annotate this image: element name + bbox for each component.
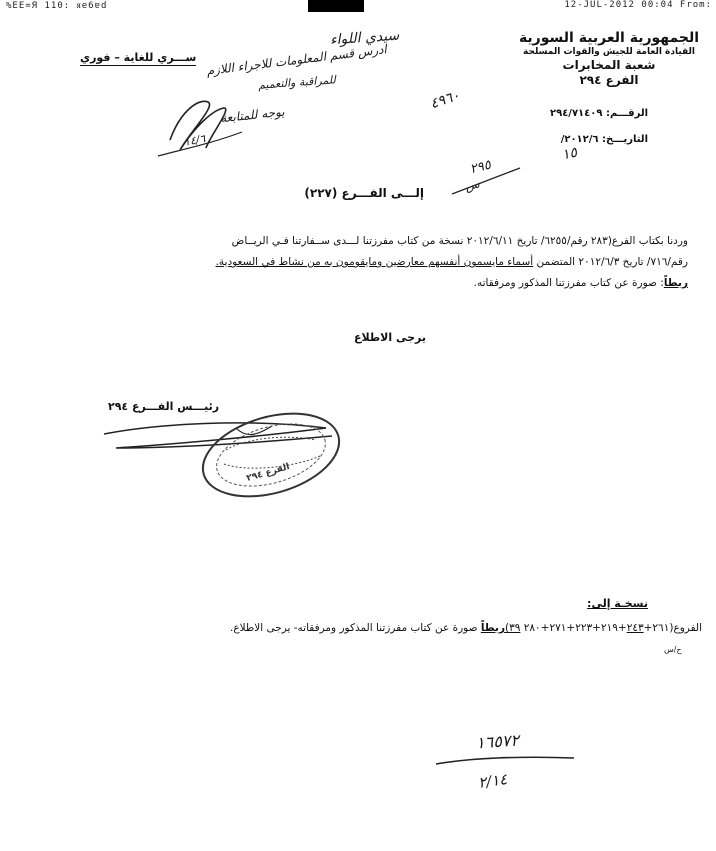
copies-text-start: الفروع(٢٦١+ — [643, 622, 702, 634]
fax-header-left: %EE=Я 110: ᴙe6ɐd — [6, 1, 108, 11]
reference-date-label: التاريـــخ: — [602, 134, 648, 145]
letterhead-country: الجمهورية العربية السورية — [518, 30, 700, 46]
official-seal-text: الفرع ٢٩٤ — [245, 462, 291, 484]
letterhead-branch: الفرع ٢٩٤ — [579, 73, 639, 87]
letterhead-command: القيادة العامة للجيش والقوات المسلحة — [523, 47, 695, 57]
reference-date — [561, 134, 648, 145]
body-line-2-start: رقم/٧١٦/ تاريخ ٢٠١٢/٦/٣ المتضمن — [533, 256, 688, 268]
reference-date-handwritten-day: ١٥ — [560, 144, 579, 164]
fax-header-redaction — [308, 0, 364, 12]
addressee-line: إلـــى الفـــرع (٢٢٧) — [304, 186, 424, 200]
handwritten-note-follow-up: يوجه للمتابعة — [219, 104, 286, 126]
body-line-2 — [28, 252, 688, 273]
body-attachment-text: : صورة عن كتاب مفرزتنا المذكور ومرفقاته. — [473, 277, 664, 289]
handwritten-addressee-number: ٢٩٥ — [468, 157, 493, 178]
copies-text-link: ربطاً — [480, 622, 506, 634]
classification-label: ســـري للغاية – فوري — [80, 51, 197, 64]
handwritten-addressee-mark: س — [463, 176, 482, 194]
reference-date-value: ٢٠١٢/٦/ — [560, 134, 599, 145]
reference-number-value: ٢٩٤/٧١٤٠٩ — [549, 108, 603, 119]
letterhead — [514, 30, 704, 87]
signature-title: رئيـــس الفـــرع ٢٩٤ — [108, 400, 220, 413]
fax-header-right: 12-JUL-2012 00:04 From: — [564, 0, 712, 10]
body-paragraph — [28, 231, 688, 294]
copies-label: نسخـة إلى: — [587, 597, 648, 610]
copies-initials: ح/س — [664, 645, 682, 654]
copies-text — [2, 622, 702, 634]
copies-text-end: صورة عن كتاب مفرزتنا المذكور ومرفقاته- يرجى الاطلاع. — [229, 622, 481, 634]
handwritten-addressee-stroke — [448, 164, 528, 204]
copies-text-underlined-1: ٢٤٣ — [626, 622, 644, 634]
handwritten-note-date: ١٤/٦ — [183, 132, 207, 149]
fax-header — [0, 0, 716, 13]
handwritten-note-instruction: ادرس قسم المعلومات للاجراء اللازم — [205, 42, 388, 78]
request-line: يرجى الاطلاع — [353, 331, 426, 344]
handwritten-scribble-top — [150, 92, 270, 162]
body-line-2-underlined: أسماء مايسمون أنفسهم معارضين ومايقومون به من نشاط في السعودية. — [215, 256, 534, 268]
body-attachment-label: ربطاً — [663, 277, 688, 289]
copies-text-underlined-2: ٣٩) — [505, 622, 521, 634]
reference-number — [550, 108, 648, 119]
handwritten-note-monitoring: للمراقبة والتعميم — [257, 73, 337, 92]
official-seal — [196, 410, 346, 500]
bottom-handwritten-divider — [430, 752, 580, 772]
bottom-handwritten-date: ٢/١٤ — [476, 770, 509, 792]
body-line-1: وردنا بكتاب الفرع(٢٨٣ رقم/٦٢٥٥/ تاريخ ٢٠١٢/٦/١١ نسخة من كتاب مفرزتنا لـــدى ســفارتنا فـي الريــاض — [231, 235, 688, 247]
copies-text-mid: +٢١٩+٢٢٣+٢٧١+٢٨٠ — [520, 622, 627, 634]
reference-number-label: الرقـــم: — [605, 108, 648, 119]
letterhead-directorate: شعبة المخابرات — [562, 58, 656, 72]
handwritten-note-addressee: سيدي اللواء — [329, 27, 400, 49]
bottom-handwritten-number: ١٦٥٧٢ — [475, 730, 520, 753]
handwritten-note-number: ٤٩٦٠ — [428, 87, 462, 113]
body-attachment-line — [28, 273, 688, 294]
